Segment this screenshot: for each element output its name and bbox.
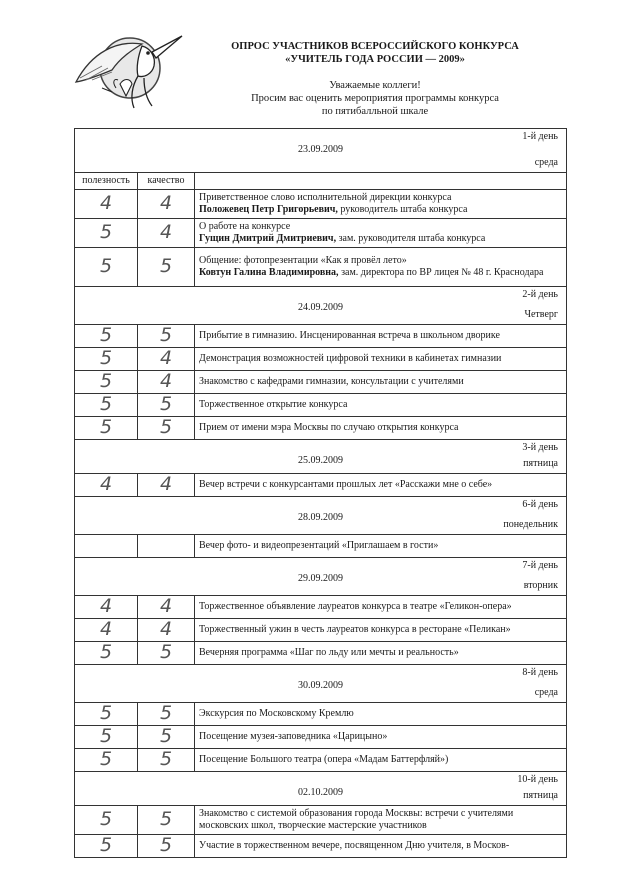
quality-score: 5 [159,702,173,724]
quality-score-cell[interactable] [138,619,195,642]
day-weekday: понедельник [503,519,558,530]
quality-score: 5 [159,255,173,277]
usefulness-column-header: полезность [75,173,138,190]
event-description [195,417,567,440]
usefulness-score-cell[interactable] [75,806,138,835]
event-speaker: Гущин Дмитрий Дмитриевич, [199,233,337,244]
usefulness-score-cell[interactable] [75,835,138,858]
day-number: 10-й день [517,774,558,785]
event-description [195,371,567,394]
day-weekday: пятница [523,458,558,469]
day-date: 29.09.2009 [298,573,343,584]
day-date: 02.10.2009 [298,787,343,798]
survey-title [200,40,550,66]
usefulness-score-cell[interactable] [75,749,138,772]
quality-score-cell[interactable] [138,596,195,619]
event-row [75,642,567,665]
day-header-row [75,129,567,173]
quality-score-cell[interactable] [138,535,195,558]
title-line-2: «УЧИТЕЛЬ ГОДА РОССИИ — 2009» [285,54,465,65]
usefulness-score-cell[interactable] [75,190,138,219]
event-title: Приветственное слово исполнительной дирекции конкурса [199,192,452,203]
event-title: Вечер встречи с конкурсантами прошлых лет «Расскажи мне о себе» [199,479,493,490]
quality-score-cell[interactable] [138,325,195,348]
quality-score-cell[interactable] [138,474,195,497]
event-speaker: Ковтун Галина Владимировна, [199,267,339,278]
quality-score: 4 [159,595,173,617]
day-weekday: среда [534,157,558,168]
quality-score-cell[interactable] [138,726,195,749]
event-title: Знакомство с кафедрами гимназии, консультации с учителями [199,376,464,387]
usefulness-score-cell[interactable] [75,596,138,619]
event-description [195,248,567,287]
quality-score-cell[interactable] [138,703,195,726]
event-title: Посещение Большого театра (опера «Мадам Баттерфляй») [199,754,449,765]
usefulness-score: 5 [99,416,113,438]
event-speaker: Положевец Петр Григорьевич, [199,204,338,215]
survey-intro [200,79,550,118]
event-column-header [195,173,567,190]
event-speaker-line [199,233,562,245]
day-date: 23.09.2009 [298,144,343,155]
day-header-row [75,665,567,703]
usefulness-score: 4 [99,618,113,640]
column-header-row [75,173,567,190]
event-title: Участие в торжественном вечере, посвященном Дню учителя, в Москов- [199,840,510,851]
quality-score: 5 [159,416,173,438]
quality-score: 4 [159,221,173,243]
quality-score: 4 [159,347,173,369]
pelican-logo [72,22,184,112]
usefulness-score-cell[interactable] [75,348,138,371]
day-number: 6-й день [522,499,558,510]
event-description [195,835,567,858]
quality-score: 5 [159,725,173,747]
day-weekday: пятница [523,790,558,801]
usefulness-score-cell[interactable] [75,703,138,726]
request-line-1: Просим вас оценить мероприятия программы конкурса [251,93,499,104]
usefulness-score-cell[interactable] [75,248,138,287]
day-number: 3-й день [522,442,558,453]
event-row [75,248,567,287]
day-weekday: среда [534,687,558,698]
day-header [79,666,562,700]
usefulness-score: 4 [99,595,113,617]
event-title: Прибытие в гимназию. Инсценированная встреча в школьном дворике [199,330,500,341]
event-description [195,325,567,348]
usefulness-score: 5 [99,393,113,415]
event-title: О работе на конкурсе [199,221,291,232]
event-title: Торжественное открытие конкурса [199,399,348,410]
event-row [75,371,567,394]
event-title: Общение: фотопрезентации «Как я провёл лето» [199,255,407,266]
event-description [195,535,567,558]
event-title: Торжественное объявление лауреатов конкурса в театре «Геликон-опера» [199,601,512,612]
event-description [195,749,567,772]
quality-score-cell[interactable] [138,749,195,772]
quality-score-cell[interactable] [138,806,195,835]
usefulness-score: 5 [99,370,113,392]
day-date: 25.09.2009 [298,455,343,466]
quality-score-cell[interactable] [138,348,195,371]
event-speaker-role: зам. руководителя штаба конкурса [336,233,486,244]
usefulness-score-cell[interactable] [75,726,138,749]
event-description [195,348,567,371]
day-date: 24.09.2009 [298,302,343,313]
event-row [75,190,567,219]
event-row [75,417,567,440]
event-row [75,703,567,726]
day-header-cell [75,440,567,474]
event-description [195,619,567,642]
quality-score: 5 [159,393,173,415]
usefulness-score: 5 [99,221,113,243]
day-weekday: вторник [523,580,558,591]
survey-table [74,128,567,858]
event-title: Экскурсия по Московскому Кремлю [199,708,354,719]
event-row [75,535,567,558]
event-title: Торжественный ужин в честь лауреатов конкурса в ресторане «Пеликан» [199,624,511,635]
day-header-row [75,440,567,474]
usefulness-score: 5 [99,725,113,747]
event-speaker-role: зам. директора по ВР лицея № 48 г. Краснодара [338,267,544,278]
day-number: 8-й день [522,667,558,678]
day-header-cell [75,287,567,325]
usefulness-score-cell[interactable] [75,535,138,558]
usefulness-score-cell[interactable] [75,394,138,417]
event-title: Вечерняя программа «Шаг по льду или мечты и реальность» [199,647,459,658]
day-header [79,773,562,803]
event-description [195,596,567,619]
usefulness-score: 5 [99,834,113,856]
day-header [79,559,562,593]
request-line-2: по пятибалльной шкале [321,106,429,117]
event-description [195,394,567,417]
event-title: Демонстрация возможностей цифровой техники в кабинетах гимназии [199,353,502,364]
day-header-cell [75,497,567,535]
usefulness-score-cell[interactable] [75,619,138,642]
usefulness-score-cell[interactable] [75,474,138,497]
usefulness-score-cell[interactable] [75,417,138,440]
day-header-cell [75,129,567,173]
day-header-cell [75,558,567,596]
usefulness-score: 5 [99,324,113,346]
event-title: Знакомство с системой образования города Москвы: встречи с учителями московских школ, творческие мастерские участников [199,808,514,831]
quality-score-cell[interactable] [138,835,195,858]
event-title: Посещение музея-заповедника «Царицыно» [199,731,388,742]
day-number: 7-й день [522,560,558,571]
day-weekday: Четверг [524,309,558,320]
quality-score-cell[interactable] [138,394,195,417]
event-description [195,726,567,749]
event-row [75,394,567,417]
quality-score: 5 [159,641,173,663]
event-row [75,726,567,749]
quality-score-cell[interactable] [138,190,195,219]
quality-score: 4 [159,192,173,214]
event-title: Прием от имени мэра Москвы по случаю открытия конкурса [199,422,459,433]
event-row [75,806,567,835]
day-number: 1-й день [522,131,558,142]
event-row [75,596,567,619]
quality-score-cell[interactable] [138,371,195,394]
event-row [75,835,567,858]
day-header [79,498,562,532]
event-row [75,325,567,348]
quality-score: 5 [159,324,173,346]
event-description [195,474,567,497]
event-description [195,190,567,219]
usefulness-score: 5 [99,748,113,770]
day-header-row [75,287,567,325]
event-description [195,219,567,248]
usefulness-score: 4 [99,192,113,214]
day-header-cell [75,665,567,703]
usefulness-score-cell[interactable] [75,325,138,348]
event-description [195,703,567,726]
quality-score: 4 [159,370,173,392]
day-header-row [75,558,567,596]
event-speaker-role: руководитель штаба конкурса [337,204,468,215]
usefulness-score: 5 [99,347,113,369]
event-description [195,806,567,835]
day-header-row [75,772,567,806]
day-header [79,288,562,322]
quality-score-cell[interactable] [138,642,195,665]
title-line-1: ОПРОС УЧАСТНИКОВ ВСЕРОССИЙСКОГО КОНКУРСА [231,41,519,52]
quality-score-cell[interactable] [138,248,195,287]
event-row [75,474,567,497]
quality-column-header: качество [138,173,195,190]
quality-score-cell[interactable] [138,219,195,248]
quality-score: 5 [159,748,173,770]
day-header [79,130,562,170]
event-description [195,642,567,665]
day-date: 28.09.2009 [298,512,343,523]
event-row [75,619,567,642]
quality-score: 5 [159,808,173,830]
quality-score: 4 [159,618,173,640]
usefulness-score: 5 [99,808,113,830]
day-header-row [75,497,567,535]
usefulness-score-cell[interactable] [75,642,138,665]
day-number: 2-й день [522,289,558,300]
usefulness-score: 5 [99,702,113,724]
day-header [79,441,562,471]
usefulness-score-cell[interactable] [75,219,138,248]
usefulness-score: 5 [99,641,113,663]
event-row [75,219,567,248]
day-date: 30.09.2009 [298,680,343,691]
event-speaker-line [199,204,562,216]
quality-score: 4 [159,473,173,495]
event-speaker-line [199,267,562,279]
event-row [75,749,567,772]
greeting: Уважаемые коллеги! [329,80,421,91]
day-header-cell [75,772,567,806]
usefulness-score: 4 [99,473,113,495]
usefulness-score-cell[interactable] [75,371,138,394]
usefulness-score: 5 [99,255,113,277]
quality-score-cell[interactable] [138,417,195,440]
quality-score: 5 [159,834,173,856]
event-row [75,348,567,371]
event-title: Вечер фото- и видеопрезентаций «Приглашаем в гости» [199,540,439,551]
